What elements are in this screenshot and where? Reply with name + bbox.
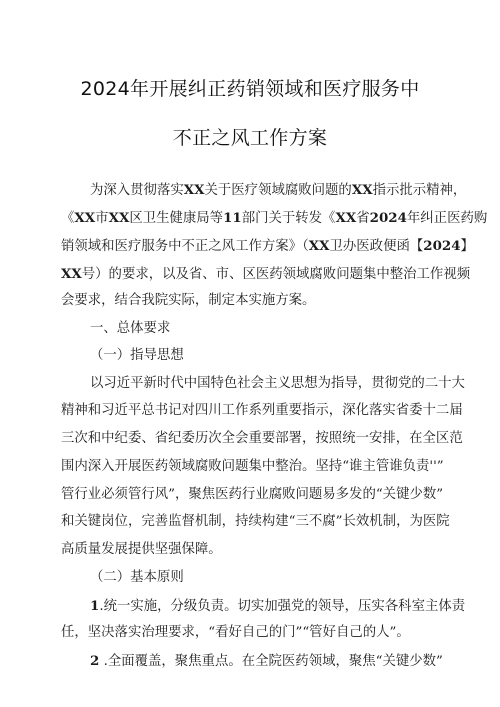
text-run: 关于医疗领域腐败问题的 <box>204 183 352 198</box>
list-number: 2 <box>90 653 100 669</box>
paragraph-2-line-6: 和关键岗位，完善监督机制，持续构建“三不腐”长效机制，为医院 <box>61 514 450 529</box>
text-run: 】 <box>460 239 474 254</box>
text-run: 销领域和医疗服务中不正之风工作方案》（ <box>61 239 309 254</box>
paragraph-1-line-3 <box>61 237 474 256</box>
text-run: 省 <box>356 211 370 226</box>
text-run: 2024 <box>369 210 407 226</box>
paragraph-3-line-2: 任，坚决落实治理要求，“看好自己的门”“管好自己的人”。 <box>61 625 410 640</box>
paragraph-2-line-1: 以习近平新时代中国特色社会主义思想为指导，贯彻党的二十大 <box>90 376 465 391</box>
paragraph-1-line-1 <box>90 181 466 200</box>
text-run: .全面覆盖，聚焦重点。在全院医药领域，聚焦“关键少数” <box>99 654 443 669</box>
text-run: XX <box>183 182 205 198</box>
paragraph-1-line-4 <box>61 265 470 284</box>
document-title-line-2: 不正之风工作方案 <box>172 127 328 149</box>
text-run: .统一实施，分级负责。切实加强党的领导，压实各科室主体责 <box>99 599 466 614</box>
section-heading-1: 一、总体要求 <box>90 321 171 336</box>
list-number: 1 <box>90 598 100 614</box>
text-run: 区卫生健康局等 <box>129 211 224 226</box>
paragraph-2-line-2: 精神和习近平总书记对四川工作系列重要指示，深化落实省委十二届 <box>61 403 463 418</box>
text-run: 为深入贯彻落实 <box>90 183 184 198</box>
paragraph-1-line-5: 会要求，结合我院实际，制定本实施方案。 <box>61 293 316 308</box>
paragraph-2-line-4: 围内深入开展医药领域腐败问题集中整治。坚持“谁主管谁负责''” <box>61 459 444 474</box>
paragraph-1-line-2 <box>61 209 487 228</box>
text-run: XX <box>108 210 130 226</box>
paragraph-4-line-1 <box>90 652 443 671</box>
text-run: 11 <box>223 210 242 226</box>
subsection-heading-1: （一）指导思想 <box>90 348 184 363</box>
text-run: XX <box>308 238 330 254</box>
document-title-line-1: 2024年开展纠正药销领域和医疗服务中 <box>80 78 420 100</box>
text-run: 指示批示精神， <box>372 183 467 198</box>
text-run: XX <box>61 266 82 282</box>
paragraph-2-line-5: 管行业必须管行风”，聚焦医药行业腐败问题易多发的“关键少数” <box>61 487 444 502</box>
text-run: 部门关于转发《 <box>241 211 336 226</box>
text-run: 年纠正医药购 <box>406 211 488 226</box>
text-run: 卫办医政便函【 <box>329 239 424 254</box>
text-run: 《 <box>61 211 75 226</box>
text-run: 市 <box>95 211 109 226</box>
paragraph-2-line-7: 高质量发展提供坚强保障。 <box>61 542 222 557</box>
subsection-heading-2: （二）基本原则 <box>90 570 184 585</box>
paragraph-2-line-3: 三次和中纪委、省纪委历次全会重要部署，按照统一安排，在全区范 <box>61 431 463 446</box>
text-run: 2024 <box>423 238 461 254</box>
text-run: XX <box>351 182 373 198</box>
text-run: XX <box>74 210 96 226</box>
text-run: 号）的要求，以及省、市、区医药领域腐败问题集中整治工作视频 <box>81 267 471 282</box>
text-run: XX <box>335 210 357 226</box>
paragraph-3-line-1 <box>90 597 465 616</box>
